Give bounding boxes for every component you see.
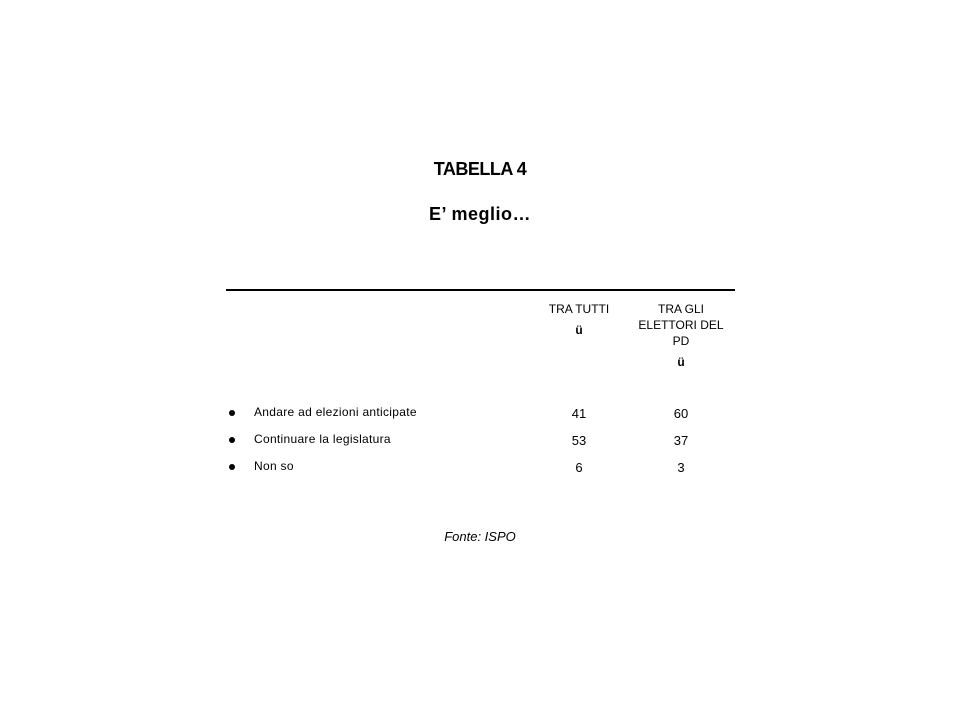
value-elettori-pd: 60 bbox=[673, 406, 689, 421]
value-tra-tutti: 53 bbox=[571, 433, 587, 448]
row-label: Continuare la legislatura bbox=[254, 432, 391, 446]
table-title: TABELLA 4 bbox=[433, 159, 527, 179]
value-tra-tutti: 6 bbox=[575, 460, 583, 475]
value-tra-tutti: 41 bbox=[571, 406, 587, 421]
pointer-icon: ü bbox=[677, 355, 685, 369]
bullet-icon bbox=[229, 464, 235, 470]
row-label: Andare ad elezioni anticipate bbox=[254, 405, 417, 419]
bullet-icon bbox=[229, 410, 235, 416]
value-elettori-pd: 3 bbox=[677, 460, 685, 475]
table-row bbox=[226, 459, 735, 479]
value-elettori-pd: 37 bbox=[673, 433, 689, 448]
table-top-rule bbox=[226, 289, 735, 291]
table-row bbox=[226, 405, 735, 425]
column-header-label: TRA GLI ELETTORI DEL PD bbox=[638, 302, 724, 348]
column-header-label: TRA TUTTI bbox=[548, 302, 610, 316]
source-note: Fonte: ISPO bbox=[444, 529, 516, 544]
table-row bbox=[226, 432, 735, 452]
column-header-tra-tutti bbox=[529, 301, 629, 337]
column-header-elettori-pd bbox=[631, 301, 731, 369]
row-label: Non so bbox=[254, 459, 294, 473]
bullet-icon bbox=[229, 437, 235, 443]
table-subtitle: E’ meglio… bbox=[428, 204, 532, 224]
pointer-icon: ü bbox=[575, 323, 583, 337]
